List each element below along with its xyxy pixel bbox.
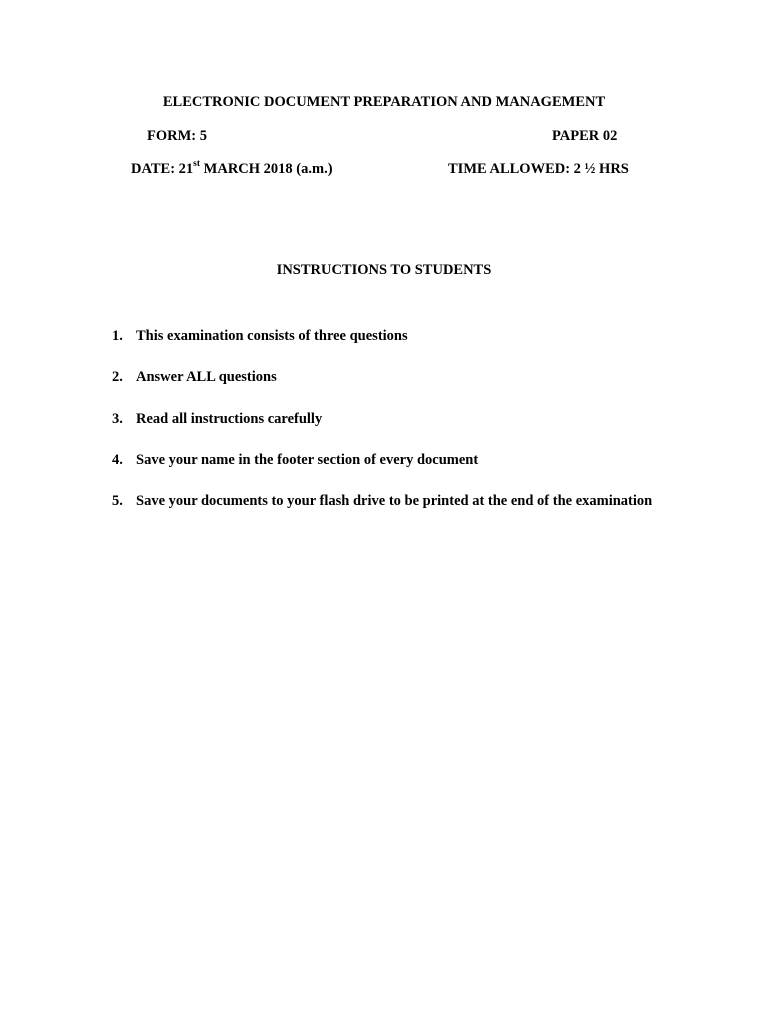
- list-item: [112, 327, 652, 368]
- list-item-number: 5.: [112, 493, 123, 510]
- list-item-text: Save your documents to your flash drive to be printed at the end of the examination: [136, 493, 653, 510]
- paper-label: PAPER 02: [552, 128, 618, 144]
- exam-date: [131, 160, 333, 178]
- list-item: [112, 451, 652, 492]
- instructions-heading: INSTRUCTIONS TO STUDENTS: [276, 262, 492, 278]
- list-item: [112, 368, 652, 409]
- list-item-text: Read all instructions carefully: [136, 410, 323, 427]
- list-item-text: Answer ALL questions: [136, 369, 277, 386]
- date-rest: MARCH 2018 (a.m.): [200, 161, 333, 177]
- list-item-number: 2.: [112, 369, 123, 386]
- document-title: ELECTRONIC DOCUMENT PREPARATION AND MANAGEMENT: [162, 94, 606, 110]
- list-item-text: This examination consists of three questions: [136, 328, 408, 344]
- date-prefix: DATE: 21: [131, 161, 194, 177]
- list-item-number: 3.: [112, 410, 123, 427]
- list-item-number: 1.: [112, 328, 123, 344]
- instructions-list: [112, 327, 652, 533]
- list-item: [112, 492, 652, 533]
- list-item: [112, 410, 652, 451]
- list-item-text: Save your name in the footer section of every document: [136, 451, 479, 468]
- form-label: FORM: 5: [147, 128, 207, 144]
- list-item-number: 4.: [112, 451, 123, 468]
- time-allowed: TIME ALLOWED: 2 ½ HRS: [448, 161, 629, 177]
- date-ordinal-suffix: st: [193, 159, 201, 170]
